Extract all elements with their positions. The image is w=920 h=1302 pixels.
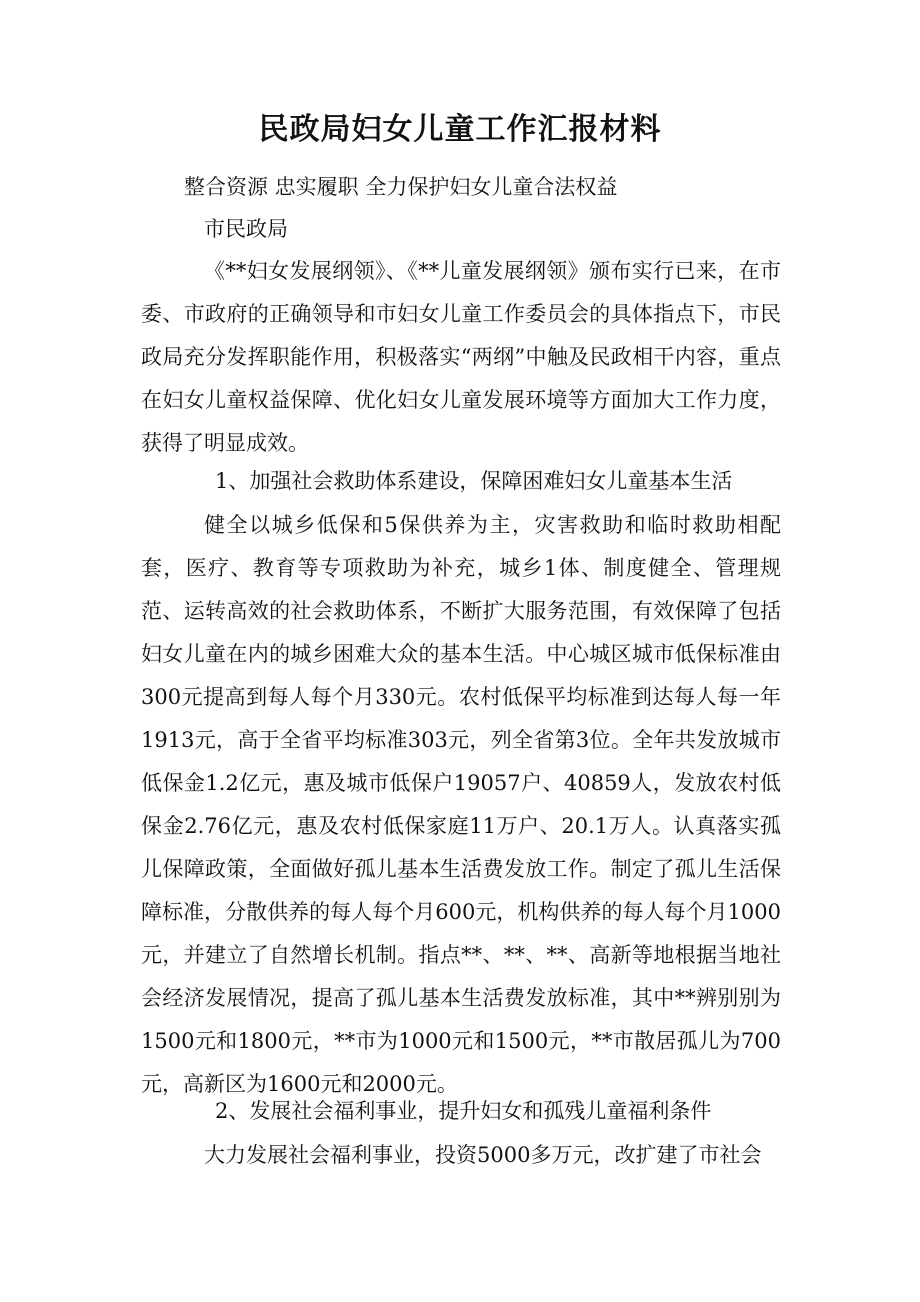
paragraph-section-1: 健全以城乡低保和5保供养为主，灾害救助和临时救助相配套，医疗、教育等专项救助为补充，城乡1体、制度健全、管理规范、运转高效的社会救助体系，不断扩大服务范围，有效保障了包括妇女儿童在内的城乡困难大众的基本生活。中心城区城市低保标准由300元提高到每人每个月330元。农村低保平均标准到达每人每一年1913元，高于全省平均标准303元，列全省第3位。全年共发放城市低保金1.2亿元，惠及城市低保户19057户、40859人，发放农村低保金2.76亿元，惠及农村低保家庭11万户、20.1万人。认真落实孤儿保障政策，全面做好孤儿基本生活费发放工作。制定了孤儿生活保障标准，分散供养的每人每个月600元，机构供养的每人每个月1000元，并建立了自然增长机制。指点**、**、**、高新等地根据当地社会经济发展情况，提高了孤儿基本生活费发放标准，其中**辨别别为1500元和1800元，**市为1000元和1500元，**市散居孤儿为700元，高新区为1600元和2000元。 xyxy=(141,513,781,1096)
section-heading-2: 2、发展社会福利事业，提升妇女和孤残儿童福利条件 xyxy=(215,1099,712,1123)
paragraph-section-2: 大力发展社会福利事业，投资5000多万元，改扩建了市社会 xyxy=(204,1143,762,1167)
paragraph-intro: 《**妇女发展纲领》、《**儿童发展纲领》颁布实行已来，在市委、市政府的正确领导和市妇女儿童工作委员会的具体指点下，市民政局充分发挥职能作用，积极落实“两纲”中触及民政相干内容，重点在妇女儿童权益保障、优化妇女儿童发展环境等方面加大工作力度，获得了明显成效。 xyxy=(141,259,781,455)
section-heading-1: 1、加强社会救助体系建设，保障困难妇女儿童基本生活 xyxy=(215,469,733,493)
document-author: 市民政局 xyxy=(204,217,288,241)
document-title: 民政局妇女儿童工作汇报材料 xyxy=(258,112,662,147)
document-subtitle: 整合资源 忠实履职 全力保护妇女儿童合法权益 xyxy=(184,175,618,199)
